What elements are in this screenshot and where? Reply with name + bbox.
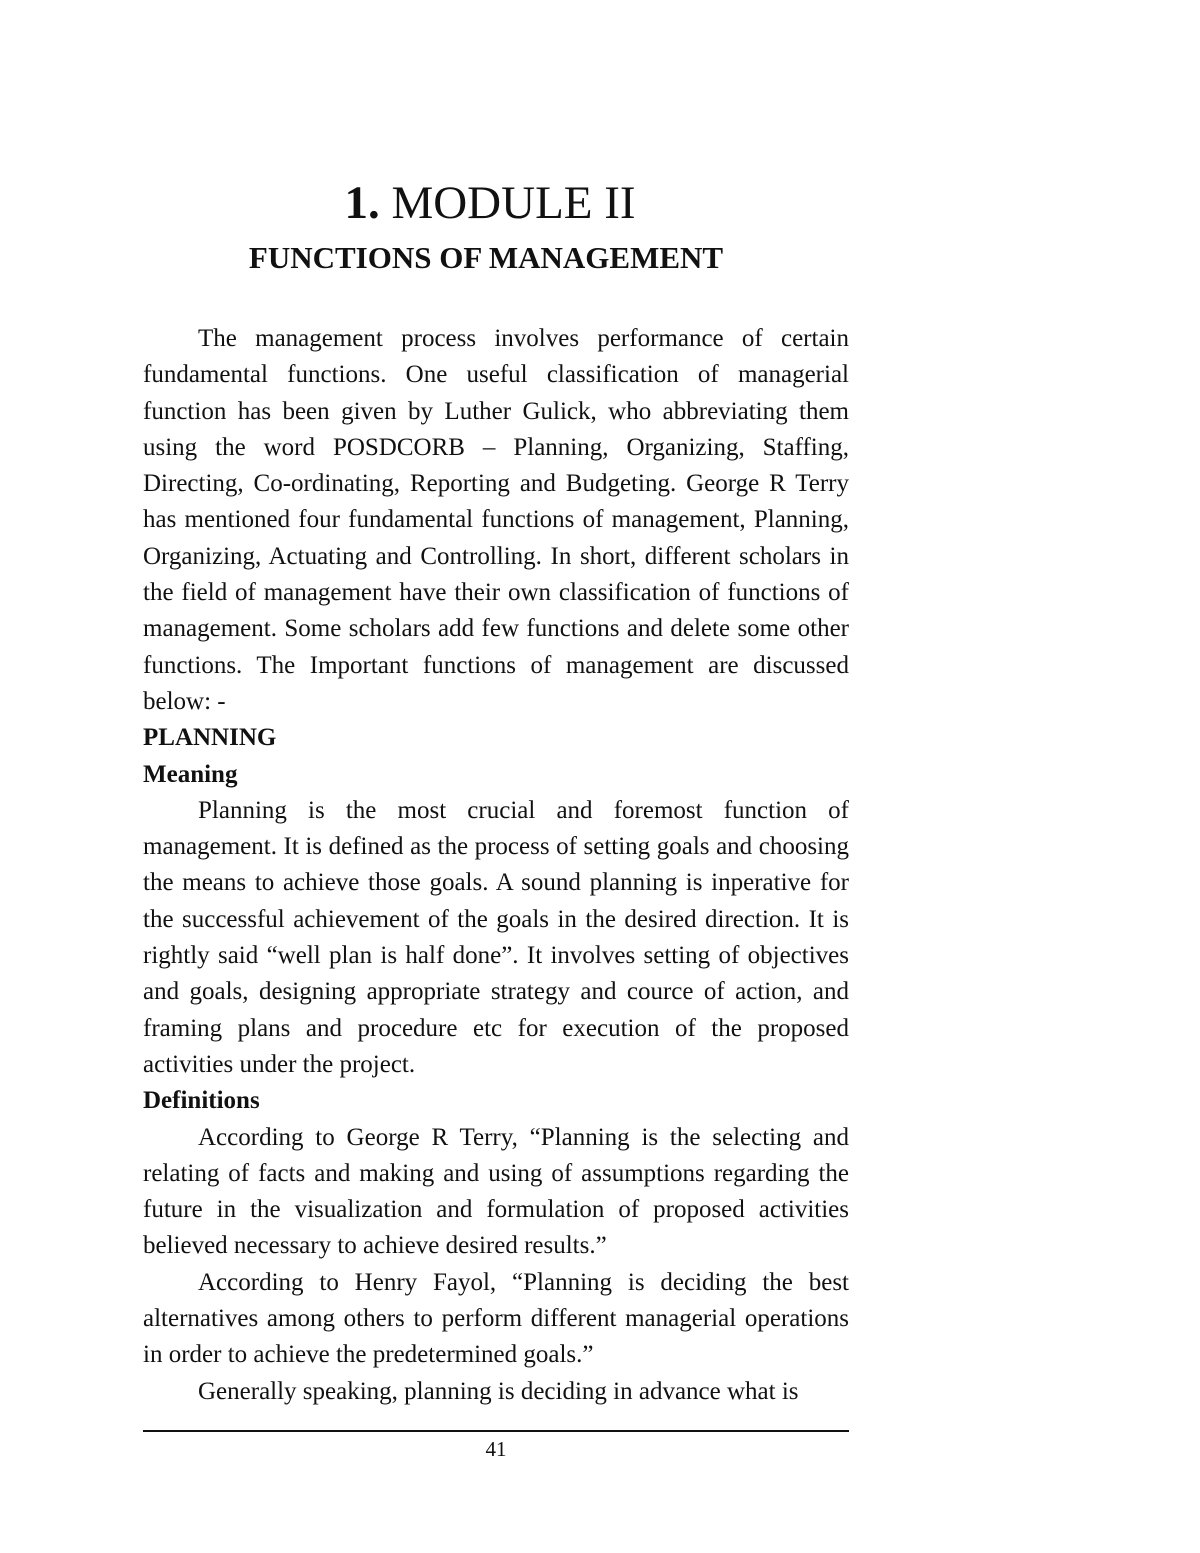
- definition-terry-paragraph: According to George R Terry, “Planning is the selecting and relating of facts and making and using of assumptions regarding the future in the visualization and formulation of proposed activities believed necessary to achieve desired results.”: [143, 1123, 849, 1260]
- page-content: [143, 175, 849, 1410]
- chapter-number: 1.: [344, 177, 380, 229]
- planning-heading: PLANNING: [143, 724, 277, 752]
- meaning-heading: Meaning: [143, 760, 238, 788]
- intro-paragraph: The management process involves performance of certain fundamental functions. One useful classification of managerial function has been given by Luther Gulick, who abbreviating them using the word POSDCORB – Planning, Organizing, Staffing, Directing, Co-ordinating, Reporting and Budgeting. George R Terry has mentioned four fundamental functions of management, Planning, Organizing, Actuating and Controlling. In short, different scholars in the field of management have their own classification of functions of management. Some scholars add few functions and delete some other functions. The Important functions of management are discussed below: -: [143, 325, 849, 715]
- closing-fragment-paragraph: Generally speaking, planning is deciding in advance what is: [198, 1377, 799, 1405]
- chapter-subtitle: FUNCTIONS OF MANAGEMENT: [248, 240, 724, 275]
- footer-divider: [143, 1430, 849, 1432]
- meaning-paragraph: Planning is the most crucial and foremost function of management. It is defined as the process of setting goals and choosing the means to achieve those goals. A sound planning is inperative for the successful achievement of the goals in the desired direction. It is rightly said “well plan is half done”. It involves setting of objectives and goals, designing appropriate strategy and cource of action, and framing plans and procedure etc for execution of the proposed activities under the project.: [143, 796, 849, 1078]
- module-title: [143, 175, 849, 231]
- definitions-heading: Definitions: [143, 1087, 260, 1115]
- page-number: 41: [485, 1437, 507, 1461]
- body-text: [143, 321, 849, 1410]
- module-name: MODULE II: [391, 177, 636, 229]
- definition-fayol-paragraph: According to Henry Fayol, “Planning is deciding the best alternatives among others to perform different managerial operations in order to achieve the predetermined goals.”: [143, 1268, 849, 1369]
